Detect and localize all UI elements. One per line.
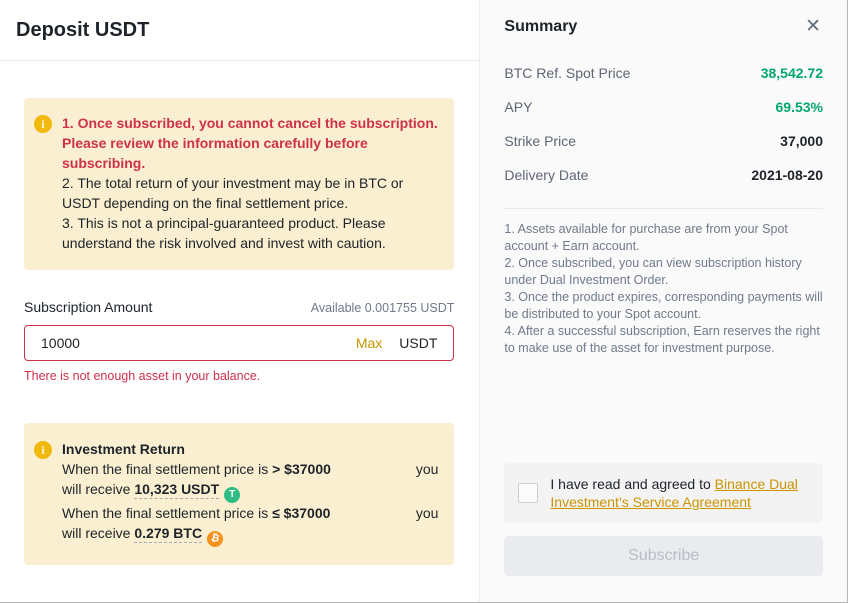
agreement-box xyxy=(504,463,823,523)
return-result-line-2: will receive 0.279 BTC ₿ xyxy=(62,523,438,547)
note-item-3: 3. Once the product expires, corresponding payments will be distributed to your Spot account. xyxy=(504,290,823,321)
note-item-1: 1. Assets available for purchase are from your Spot account + Earn account. xyxy=(504,222,788,253)
max-button[interactable]: Max xyxy=(355,335,383,351)
condition-value: > $37000 xyxy=(272,461,331,477)
note-item-4: 4. After a successful subscription, Earn reserves the right to make use of the asset for investment purpose. xyxy=(504,324,820,355)
warning-item-1: 1. Once subscribed, you cannot cancel the subscription. Please review the information carefully before subscribing. xyxy=(62,115,438,171)
summary-divider xyxy=(504,208,823,209)
summary-row-delivery-date xyxy=(504,167,823,183)
summary-row-apy xyxy=(504,99,823,115)
summary-row-strike-price xyxy=(504,133,823,149)
page-title: Deposit USDT xyxy=(16,18,150,41)
subscription-amount-row xyxy=(24,299,454,315)
agreement-label: I have read and agreed to Binance Dual Investment’s Service Agreement xyxy=(550,476,798,510)
summary-panel xyxy=(480,0,847,602)
investment-return-box xyxy=(24,423,454,565)
investment-return-text xyxy=(62,439,438,547)
row-label: Strike Price xyxy=(504,133,576,149)
currency-label: USDT xyxy=(399,335,438,351)
condition-value: ≤ $37000 xyxy=(272,505,331,521)
info-icon: i xyxy=(34,115,52,133)
summary-title: Summary xyxy=(504,17,578,35)
row-label: BTC Ref. Spot Price xyxy=(504,65,631,81)
tether-icon: T xyxy=(224,487,240,503)
close-icon[interactable]: ✕ xyxy=(805,16,821,37)
row-value: 69.53% xyxy=(775,99,823,115)
agreement-checkbox[interactable] xyxy=(518,483,538,503)
balance-error-message: There is not enough asset in your balance. xyxy=(24,369,261,383)
terms-notes xyxy=(504,221,823,357)
subscription-amount-label: Subscription Amount xyxy=(24,299,153,315)
modal-header xyxy=(0,0,479,61)
condition-you: you xyxy=(415,461,439,477)
bitcoin-icon: ₿ xyxy=(207,531,223,547)
condition-text: When the final settlement price is > $37000 xyxy=(62,461,331,477)
note-item-2: 2. Once subscribed, you can view subscription history under Dual Investment Order. xyxy=(504,256,802,287)
subscribe-button[interactable]: Subscribe xyxy=(504,536,823,576)
summary-rows xyxy=(504,65,823,201)
condition-you: you xyxy=(415,505,439,521)
row-label: Delivery Date xyxy=(504,167,589,183)
service-agreement-link[interactable]: Binance Dual Investment’s Service Agreement xyxy=(550,476,798,510)
return-condition-line-2 xyxy=(62,503,438,523)
row-label: APY xyxy=(504,99,533,115)
summary-row-spot-price xyxy=(504,65,823,81)
available-balance-label: Available 0.001755 USDT xyxy=(310,301,455,315)
summary-header xyxy=(504,15,823,38)
warning-item-3: 3. This is not a principal-guaranteed product. Please understand the risk involved and invest with caution. xyxy=(62,215,386,251)
risk-warning-text xyxy=(62,113,438,253)
investment-return-title: Investment Return xyxy=(62,441,185,457)
amount-input-box xyxy=(24,325,454,361)
risk-warning-box xyxy=(24,98,454,270)
flex-spacer xyxy=(504,357,823,463)
row-value: 2021-08-20 xyxy=(751,167,823,183)
warning-item-2: 2. The total return of your investment may be in BTC or USDT depending on the final settlement price. xyxy=(62,175,404,211)
deposit-form-content xyxy=(0,61,479,565)
row-value: 37,000 xyxy=(780,133,823,149)
condition-text: When the final settlement price is ≤ $37000 xyxy=(62,505,331,521)
return-result-line-1: will receive 10,323 USDT T xyxy=(62,479,438,503)
info-icon: i xyxy=(34,441,52,459)
row-value: 38,542.72 xyxy=(760,65,823,81)
return-condition-line-1 xyxy=(62,459,438,479)
usdt-return-value: 10,323 USDT xyxy=(134,481,220,497)
btc-return-value: 0.279 BTC xyxy=(134,525,203,541)
amount-input[interactable] xyxy=(41,335,356,351)
